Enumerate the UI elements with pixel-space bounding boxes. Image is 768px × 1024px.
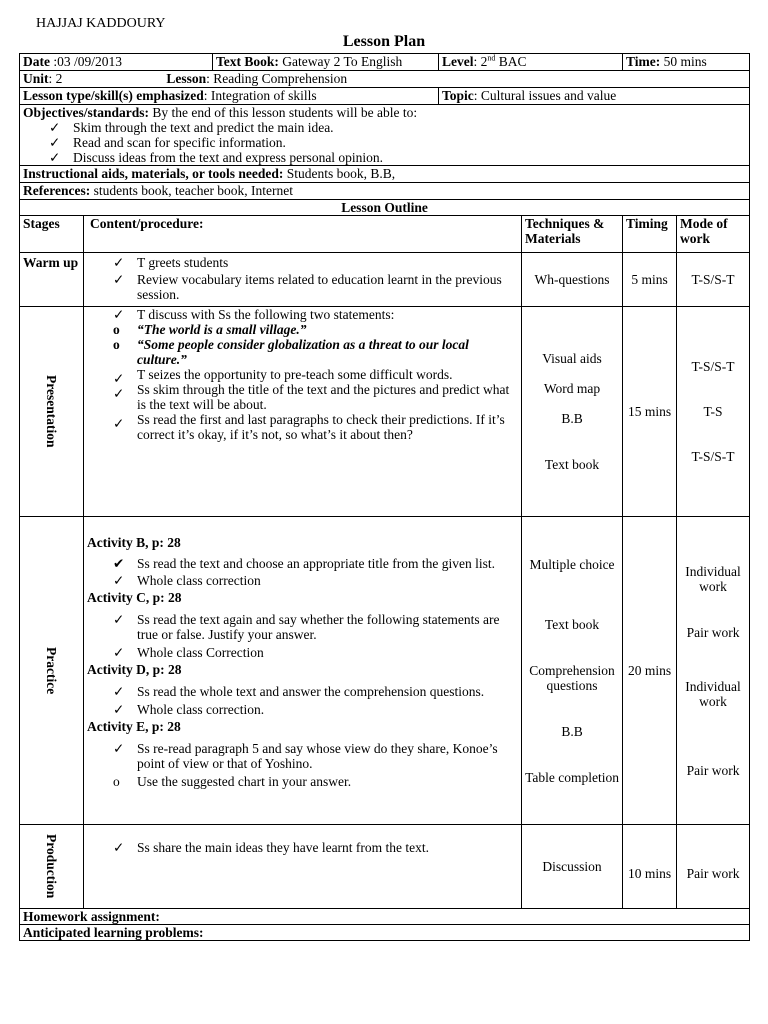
presentation-stage: Presentation [20,307,84,517]
list-item: ✓ Ss skim through the title of the text and the pictures and predict what is the text will be about. [113,382,510,412]
circle-bullet-icon: o [113,322,120,337]
quote-item: o “Some people consider globalization as a threat to our local culture.” [113,337,469,367]
author-name: HAJJAJ KADDOURY [36,16,166,31]
practice-timing: 20 mins [623,517,677,825]
content-header: Content/procedure: [84,216,522,253]
list-item: ✓ Ss read the whole text and answer the comprehension questions. [113,684,485,699]
practice-row [20,517,750,825]
list-item: ✔ Ss read the text and choose an appropriate title from the given list. [113,556,496,571]
list-item: ✓ T greets students [113,255,229,270]
header-row [20,54,750,71]
checkmark-icon: ✓ [113,416,125,431]
objective-item: ✓ Skim through the text and predict the main idea. [49,120,334,135]
lesson-type-cell: Lesson type/skill(s) emphasized: Integration of skills [20,88,439,105]
list-item: o Use the suggested chart in your answer. [113,774,352,789]
quote-list [87,322,518,367]
presentation-modes: T-S/S-T T-S T-S/S-T [677,307,750,517]
aids-cell: Instructional aids, materials, or tools needed: Students book, B.B, [20,166,750,183]
problems-cell: Anticipated learning problems: [20,925,750,941]
checkmark-icon: ✓ [113,255,125,270]
activity-d-heading: Activity D, p: 28 [87,662,182,677]
date-cell: Date :03 /09/2013 [20,54,213,71]
warmup-technique: Wh-questions [522,253,623,307]
checkmark-icon: ✓ [113,371,125,386]
techniques-header: Techniques & Materials [522,216,623,253]
practice-techniques: Multiple choice Text book Comprehension questions B.B Table completion [522,517,623,825]
presentation-techniques: Visual aids Word map B.B Text book [522,307,623,517]
checkmark-icon: ✓ [113,741,125,756]
warmup-row [20,253,750,307]
outline-header-row [20,216,750,253]
lesson-plan-table [19,53,750,941]
circle-bullet-icon: o [113,774,120,789]
warmup-content [84,253,522,307]
homework-cell: Homework assignment: [20,909,750,925]
practice-stage: Practice [20,517,84,825]
practice-content [84,517,522,825]
checkmark-icon: ✓ [113,645,125,660]
topic-cell: Topic: Cultural issues and value [439,88,750,105]
references-cell: References: students book, teacher book, Internet [20,183,750,200]
checkmark-icon: ✓ [113,573,125,588]
presentation-row [20,307,750,517]
checkmark-icon: ✓ [113,702,125,717]
list-item: ✓ Whole class correction. [113,702,265,717]
checkmark-icon: ✓ [113,386,125,401]
quote-item: o “The world is a small village.” [113,322,307,337]
presentation-timing: 15 mins [623,307,677,517]
list-item: ✓ Ss share the main ideas they have learnt from the text. [113,840,430,855]
production-stage: Production [20,825,84,909]
list-item: ✓ Whole class Correction [113,645,264,660]
production-timing: 10 mins [623,825,677,909]
list-item: ✓ Ss read the first and last paragraphs to check their predictions. If it’s correct it’s okay, if it’s not, so what’s it about then? [113,412,505,442]
list-item: ✓ T discuss with Ss the following two statements: [113,307,395,322]
time-cell: Time: 50 mins [623,54,750,71]
activity-e-heading: Activity E, p: 28 [87,719,181,734]
mode-header: Mode of work [677,216,750,253]
warmup-mode: T-S/S-T [677,253,750,307]
activity-b-heading: Activity B, p: 28 [87,535,181,550]
textbook-cell: Text Book: Gateway 2 To English [213,54,439,71]
checkmark-icon: ✓ [113,684,125,699]
level-cell: Level: 2nd BAC [439,54,623,71]
list-item: ✓ Review vocabulary items related to education learnt in the previous session. [113,272,502,302]
objectives-cell: Objectives/standards: By the end of this lesson students will be able to: ✓ Skim through the text and predict the main idea. ✓ Read and scan for specific information. ✓ Discuss ideas from the text and express personal opinion. [20,105,750,166]
unit-lesson-cell: Unit: 2 Lesson: Reading Comprehension [20,71,750,88]
checkmark-icon: ✓ [49,150,61,165]
practice-modes: Individual work Pair work Individual work Pair work [677,517,750,825]
production-mode: Pair work [677,825,750,909]
list-item: ✓ Whole class correction [113,573,261,588]
checkmark-icon: ✓ [49,120,61,135]
list-item: ✓ T seizes the opportunity to pre-teach some difficult words. [87,367,518,382]
warmup-timing: 5 mins [623,253,677,307]
production-row [20,825,750,909]
production-content [84,825,522,909]
warmup-stage: Warm up [20,253,84,307]
presentation-content [84,307,522,517]
production-technique: Discussion [522,825,623,909]
checkmark-icon: ✓ [113,307,125,322]
objective-item: ✓ Discuss ideas from the text and express personal opinion. [49,150,384,165]
timing-header: Timing [623,216,677,253]
checkmark-icon: ✓ [49,135,61,150]
list-item: ✓ Ss read the text again and say whether the following statements are true or false. Justify your answer. [113,612,500,642]
checkmark-icon: ✓ [113,840,125,855]
objectives-list [23,120,746,165]
list-item: ✓ Ss re-read paragraph 5 and say whose view do they share, Konoe’s point of view or that of Yoshino. [113,741,498,771]
activity-c-heading: Activity C, p: 28 [87,590,182,605]
stages-header: Stages [20,216,84,253]
objective-item: ✓ Read and scan for specific information. [49,135,286,150]
checkmark-icon: ✓ [113,612,125,627]
circle-bullet-icon: o [113,337,120,352]
outline-title: Lesson Outline [20,200,750,216]
checkmark-icon: ✔ [113,556,125,571]
page-title: Lesson Plan [342,33,426,50]
checkmark-icon: ✓ [113,272,125,287]
